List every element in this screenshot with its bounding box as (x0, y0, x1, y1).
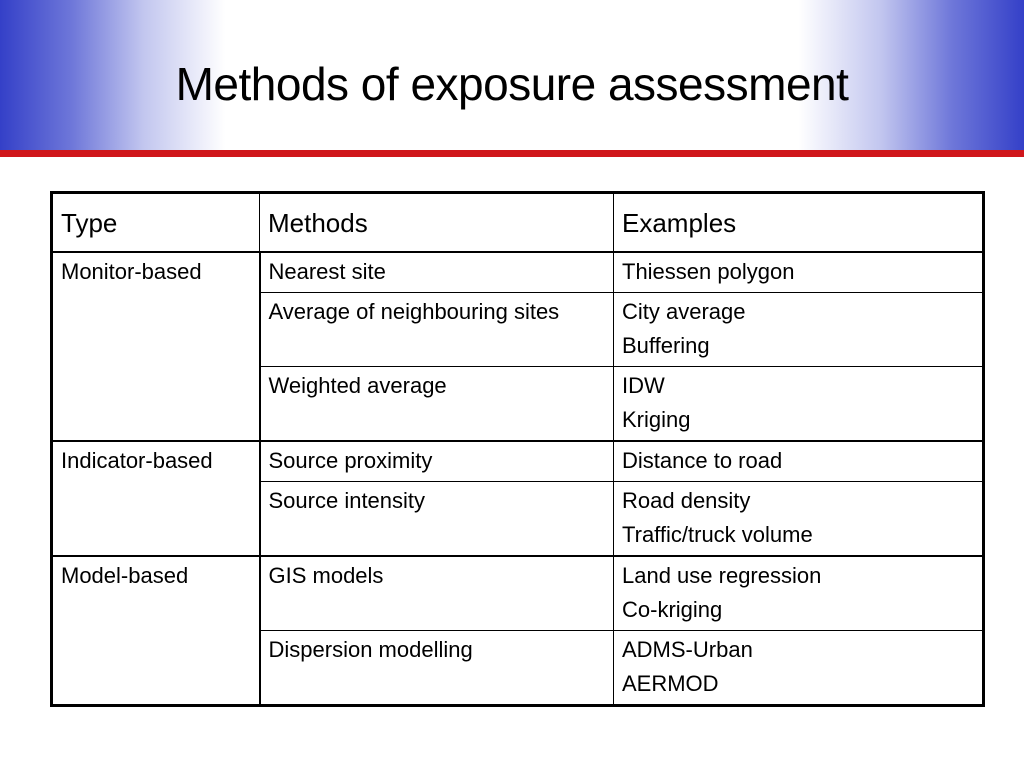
method-cell: Weighted average (260, 367, 614, 442)
example-item: Land use regression (622, 563, 822, 588)
type-cell-monitor-based: Monitor-based (52, 252, 260, 441)
type-cell-model-based: Model-based (52, 556, 260, 706)
example-item: Thiessen polygon (622, 259, 795, 284)
example-item: AERMOD (622, 671, 719, 696)
examples-cell (614, 252, 984, 293)
examples-cell (614, 367, 984, 442)
method-cell: Average of neighbouring sites (260, 293, 614, 367)
examples-cell (614, 293, 984, 367)
header-type: Type (52, 193, 260, 253)
example-item: IDW (622, 373, 665, 398)
table-row (52, 556, 984, 631)
examples-cell (614, 482, 984, 557)
methods-table (50, 191, 985, 707)
example-item: Kriging (622, 407, 691, 432)
example-item: Co-kriging (622, 597, 723, 622)
examples-cell (614, 631, 984, 706)
method-cell: GIS models (260, 556, 614, 631)
table-header-row (52, 193, 984, 253)
method-cell: Dispersion modelling (260, 631, 614, 706)
table-row (52, 441, 984, 482)
example-item: Road density (622, 488, 751, 513)
example-item: Distance to road (622, 448, 783, 473)
slide-title: Methods of exposure assessment (175, 58, 849, 110)
header-divider (0, 150, 1024, 157)
examples-cell (614, 441, 984, 482)
type-cell-indicator-based: Indicator-based (52, 441, 260, 556)
methods-table-container (50, 191, 985, 707)
method-cell: Nearest site (260, 252, 614, 293)
method-cell: Source proximity (260, 441, 614, 482)
header-methods: Methods (260, 193, 614, 253)
example-item: Buffering (622, 333, 710, 358)
examples-cell (614, 556, 984, 631)
table-row (52, 252, 984, 293)
method-cell: Source intensity (260, 482, 614, 557)
header-examples: Examples (614, 193, 984, 253)
example-item: Traffic/truck volume (622, 522, 813, 547)
example-item: ADMS-Urban (622, 637, 753, 662)
example-item: City average (622, 299, 746, 324)
